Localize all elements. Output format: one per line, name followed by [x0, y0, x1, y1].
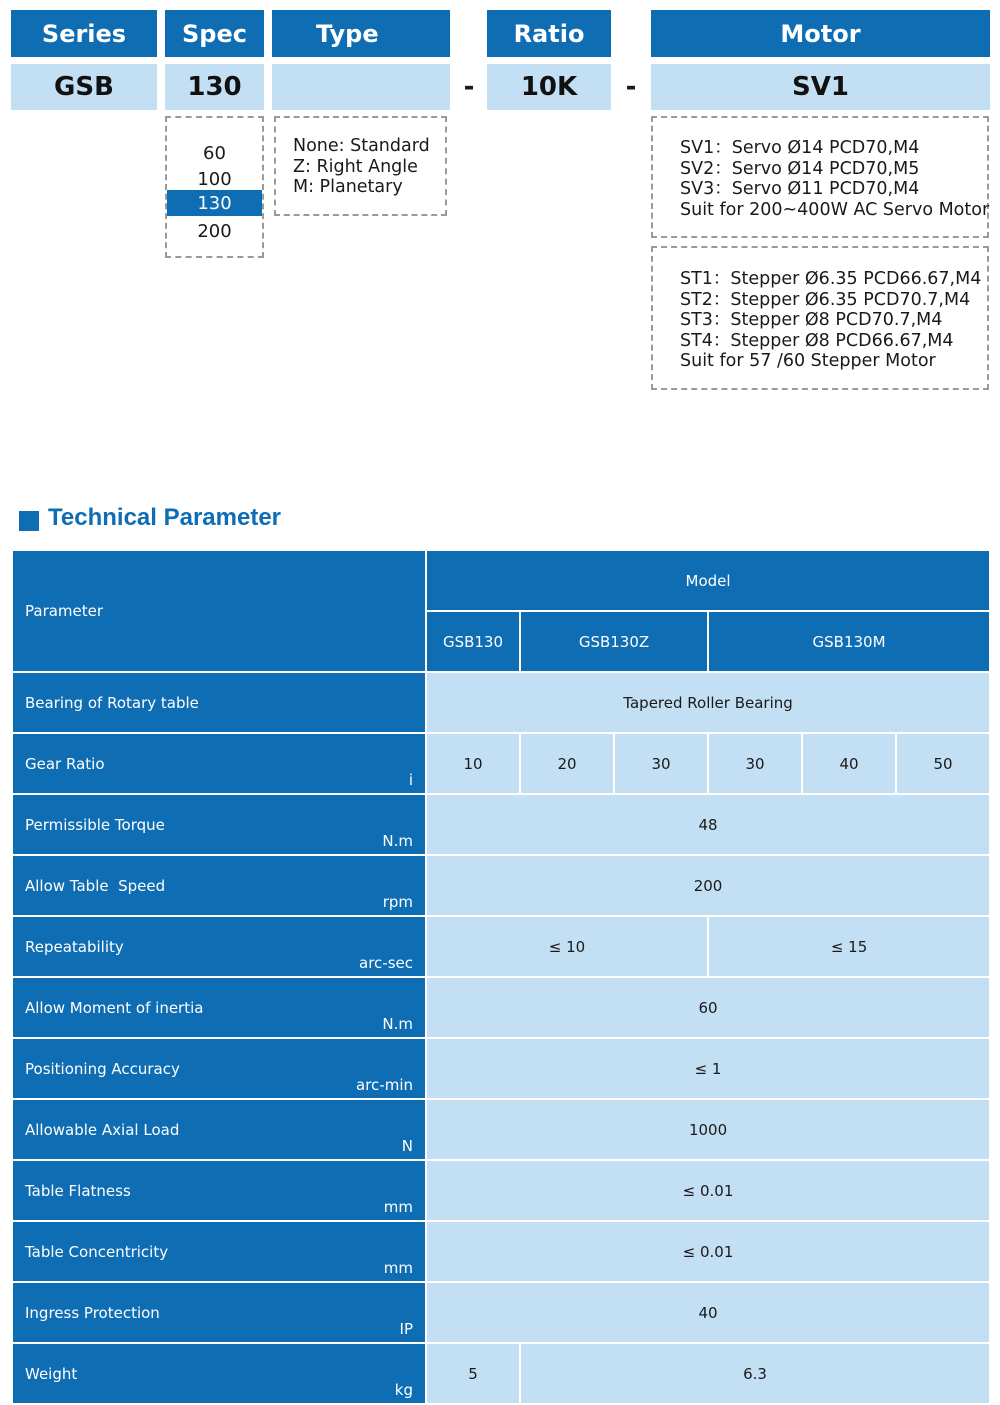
type-option: M: Planetary: [293, 177, 403, 197]
type-value: [272, 64, 450, 110]
motor-servo-option: SV2：Servo Ø14 PCD70,M5: [680, 158, 920, 179]
motor-servo-box: [651, 116, 989, 238]
param-value: 10: [426, 733, 520, 794]
table-row: [12, 855, 990, 916]
model-column: GSB130M: [708, 611, 990, 672]
param-unit: N: [401, 1137, 413, 1155]
separator-dash: -: [463, 72, 475, 102]
table-row: [12, 977, 990, 1038]
param-value: 20: [520, 733, 614, 794]
param-name: Table Concentricity: [25, 1242, 169, 1261]
spec-value: 130: [165, 64, 264, 110]
param-unit: mm: [383, 1259, 413, 1277]
param-value: ≤ 10: [426, 916, 708, 977]
param-unit: arc-sec: [359, 954, 413, 972]
param-name: Ingress Protection: [25, 1303, 160, 1322]
param-unit: IP: [399, 1320, 413, 1338]
table-row: [12, 1160, 990, 1221]
param-unit: N.m: [382, 832, 413, 850]
param-value: 48: [426, 794, 990, 855]
series-value: GSB: [11, 64, 157, 110]
table-row: [12, 1343, 990, 1404]
table-row: [12, 794, 990, 855]
motor-stepper-box: [651, 246, 989, 390]
param-name: Positioning Accuracy: [25, 1059, 180, 1078]
type-options-box: [274, 116, 447, 216]
table-header-row: [12, 550, 990, 611]
motor-value: SV1: [651, 64, 990, 110]
ratio-value: 10K: [487, 64, 611, 110]
spec-option-selected: 130: [167, 190, 262, 216]
param-unit: kg: [394, 1381, 413, 1399]
param-unit: N.m: [382, 1015, 413, 1033]
model-column: GSB130: [426, 611, 520, 672]
param-value: 60: [426, 977, 990, 1038]
type-option: None: Standard: [293, 136, 430, 156]
param-name: Bearing of Rotary table: [25, 693, 199, 712]
table-row: [12, 1038, 990, 1099]
motor-stepper-option: ST1：Stepper Ø6.35 PCD66.67,M4: [680, 269, 982, 289]
param-value: ≤ 0.01: [426, 1160, 990, 1221]
param-unit: arc-min: [356, 1076, 413, 1094]
table-row: [12, 916, 990, 977]
param-name: Repeatability: [25, 937, 124, 956]
param-value: 30: [708, 733, 802, 794]
type-option: Z: Right Angle: [293, 156, 418, 177]
spec-option: 200: [197, 220, 232, 242]
spec-header: Spec: [165, 10, 264, 57]
motor-servo-option: SV1：Servo Ø14 PCD70,M4: [680, 138, 920, 158]
model-header: Model: [426, 550, 990, 611]
section-bullet-icon: [19, 511, 39, 531]
table-row: [12, 733, 990, 794]
motor-stepper-option: ST4：Stepper Ø8 PCD66.67,M4: [680, 330, 954, 351]
param-value: ≤ 1: [426, 1038, 990, 1099]
spec-options-box: [165, 116, 264, 258]
table-row: [12, 1282, 990, 1343]
param-value: 6.3: [520, 1343, 990, 1404]
param-value: ≤ 15: [708, 916, 990, 977]
motor-servo-note: Suit for 200~400W AC Servo Motor: [680, 199, 990, 220]
param-value: 50: [896, 733, 990, 794]
param-name: Permissible Torque: [25, 815, 165, 834]
spec-option: 60: [203, 142, 226, 164]
technical-parameter-table: [11, 549, 991, 1405]
type-header: Type: [272, 10, 450, 57]
param-value: 40: [802, 733, 896, 794]
param-name: Gear Ratio: [25, 754, 105, 773]
param-unit: mm: [383, 1198, 413, 1216]
series-header: Series: [11, 10, 157, 57]
param-value: ≤ 0.01: [426, 1221, 990, 1282]
param-value: 1000: [426, 1099, 990, 1160]
motor-stepper-note: Suit for 57 /60 Stepper Motor: [680, 351, 936, 371]
param-name: Allowable Axial Load: [25, 1120, 180, 1139]
param-name: Weight: [25, 1364, 78, 1383]
separator-dash: -: [625, 72, 637, 102]
param-value: 30: [614, 733, 708, 794]
param-value: 40: [426, 1282, 990, 1343]
model-column: GSB130Z: [520, 611, 708, 672]
table-row: [12, 672, 990, 733]
param-name: Allow Table Speed: [25, 876, 166, 895]
parameter-header: Parameter: [12, 550, 426, 672]
param-unit: rpm: [382, 893, 413, 911]
param-name: Allow Moment of inertia: [25, 998, 204, 1017]
table-row: [12, 1099, 990, 1160]
param-value: 5: [426, 1343, 520, 1404]
motor-servo-option: SV3：Servo Ø11 PCD70,M4: [680, 179, 920, 199]
param-name: Table Flatness: [25, 1181, 131, 1200]
motor-header: Motor: [651, 10, 990, 57]
motor-stepper-option: ST2：Stepper Ø6.35 PCD70.7,M4: [680, 289, 971, 310]
param-value: Tapered Roller Bearing: [426, 672, 990, 733]
spec-option: 100: [197, 168, 232, 190]
section-title: Technical Parameter: [48, 504, 282, 531]
table-row: [12, 1221, 990, 1282]
motor-stepper-option: ST3：Stepper Ø8 PCD70.7,M4: [680, 310, 943, 330]
param-value: 200: [426, 855, 990, 916]
param-unit: i: [408, 771, 413, 789]
ratio-header: Ratio: [487, 10, 611, 57]
